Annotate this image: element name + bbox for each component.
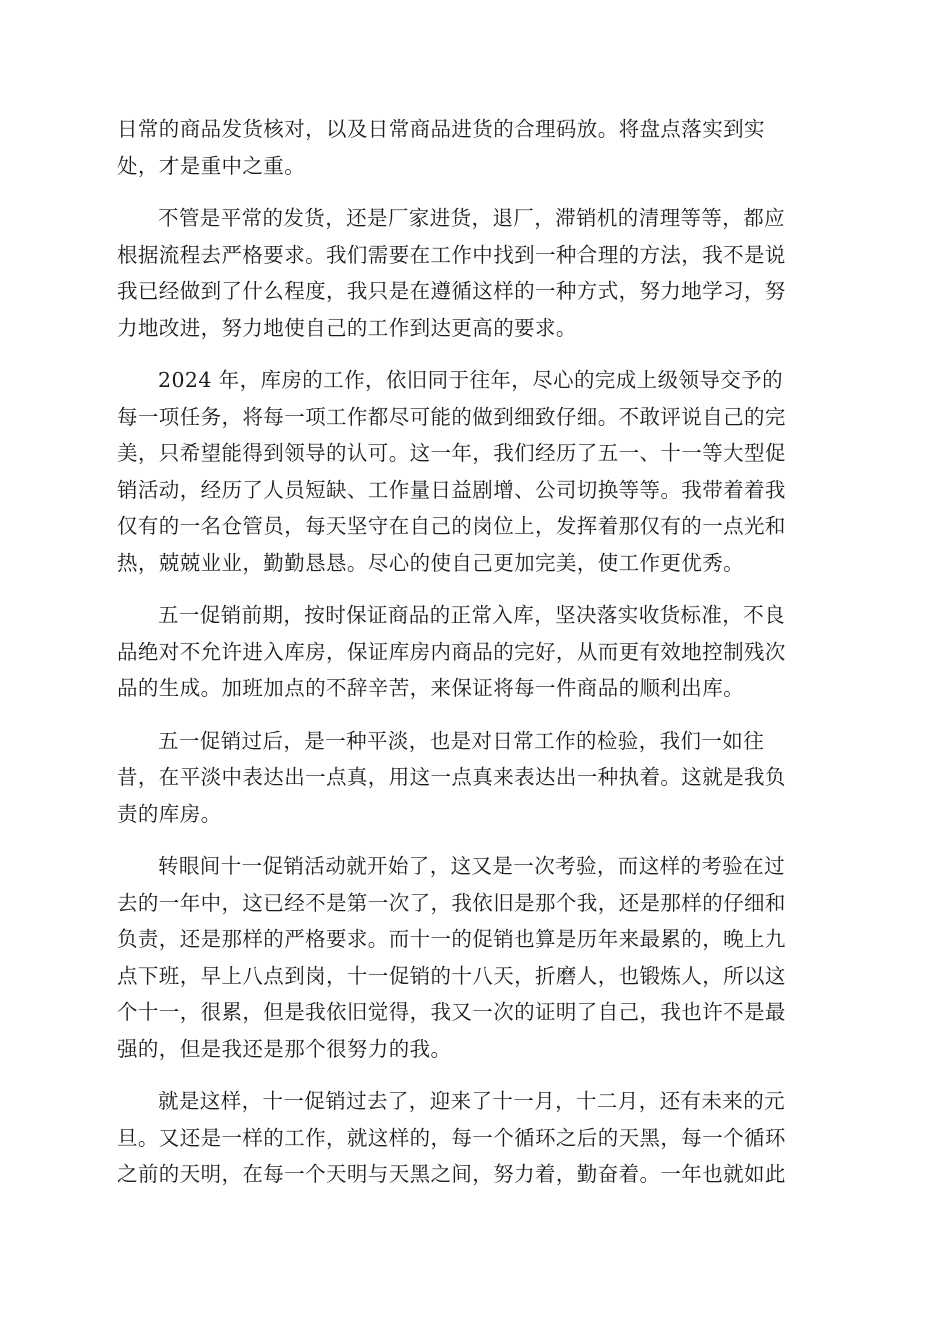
text-line: 我已经做到了什么程度，我只是在遵循这样的一种方式，努力地学习，努 [117,279,786,303]
text-line: 仅有的一名仓管员，每天坚守在自己的岗位上，发挥着那仅有的一点光和 [117,514,786,538]
text-line: 责的库房。 [117,801,222,826]
paragraph [117,1083,833,1193]
text-line: 热，兢兢业业，勤勤恳恳。尽心的使自己更加完美，使工作更优秀。 [117,550,744,575]
text-line: 2024 年，库房的工作，依旧同于往年，尽心的完成上级领导交予的 [158,368,783,392]
paragraph [117,597,833,707]
document-page [117,111,833,1209]
text-line: 根据流程去严格要求。我们需要在工作中找到一种合理的方法，我不是说 [117,242,786,267]
text-line: 品绝对不允许进入库房，保证库房内商品的完好，从而更有效地控制残次 [117,639,786,664]
paragraph [117,848,833,1067]
text-line: 销活动，经历了人员短缺、工作量日益剧增、公司切换等等。我带着着我 [117,477,786,502]
paragraph [117,111,833,184]
text-line: 每一项任务，将每一项工作都尽可能的做到细致仔细。不敢评说自己的完 [117,404,786,429]
paragraph [117,200,833,346]
text-line: 旦。又还是一样的工作，就这样的，每一个循环之后的天黑，每一个循环 [117,1125,786,1150]
paragraph [117,723,833,833]
text-line: 去的一年中，这已经不是第一次了，我依旧是那个我，还是那样的仔细和 [117,890,786,915]
text-line: 之前的天明，在每一个天明与天黑之间，努力着，勤奋着。一年也就如此 [117,1162,786,1186]
paragraph [117,362,833,581]
text-line: 品的生成。加班加点的不辞辛苦，来保证将每一件商品的顺利出库。 [117,676,744,700]
text-line: 强的，但是我还是那个很努力的我。 [117,1036,452,1061]
text-line: 五一促销过后，是一种平淡，也是对日常工作的检验，我们一如往 [158,728,765,753]
text-line: 负责，还是那样的严格要求。而十一的促销也算是历年来最累的，晚上九 [117,927,786,951]
text-line: 日常的商品发货核对，以及日常商品进货的合理码放。将盘点落实到实 [117,117,765,141]
text-line: 美，只希望能得到领导的认可。这一年，我们经历了五一、十一等大型促 [117,441,786,465]
text-line: 昔，在平淡中表达出一点真，用这一点真来表达出一种执着。这就是我负 [117,765,786,789]
text-line: 处，才是重中之重。 [117,153,306,178]
text-line: 个十一，很累，但是我依旧觉得，我又一次的证明了自己，我也许不是最 [117,1000,786,1024]
text-line: 转眼间十一促销活动就开始了，这又是一次考验，而这样的考验在过 [158,854,785,878]
text-line: 不管是平常的发货，还是厂家进货，退厂，滞销机的清理等等，都应 [158,206,785,230]
text-line: 点下班，早上八点到岗，十一促销的十八天，折磨人，也锻炼人，所以这 [117,963,786,988]
text-line: 就是这样，十一促销过去了，迎来了十一月，十二月，还有未来的元 [158,1089,785,1113]
text-line: 力地改进，努力地使自己的工作到达更高的要求。 [117,315,577,340]
text-line: 五一促销前期，按时保证商品的正常入库，坚决落实收货标准，不良 [158,603,785,627]
